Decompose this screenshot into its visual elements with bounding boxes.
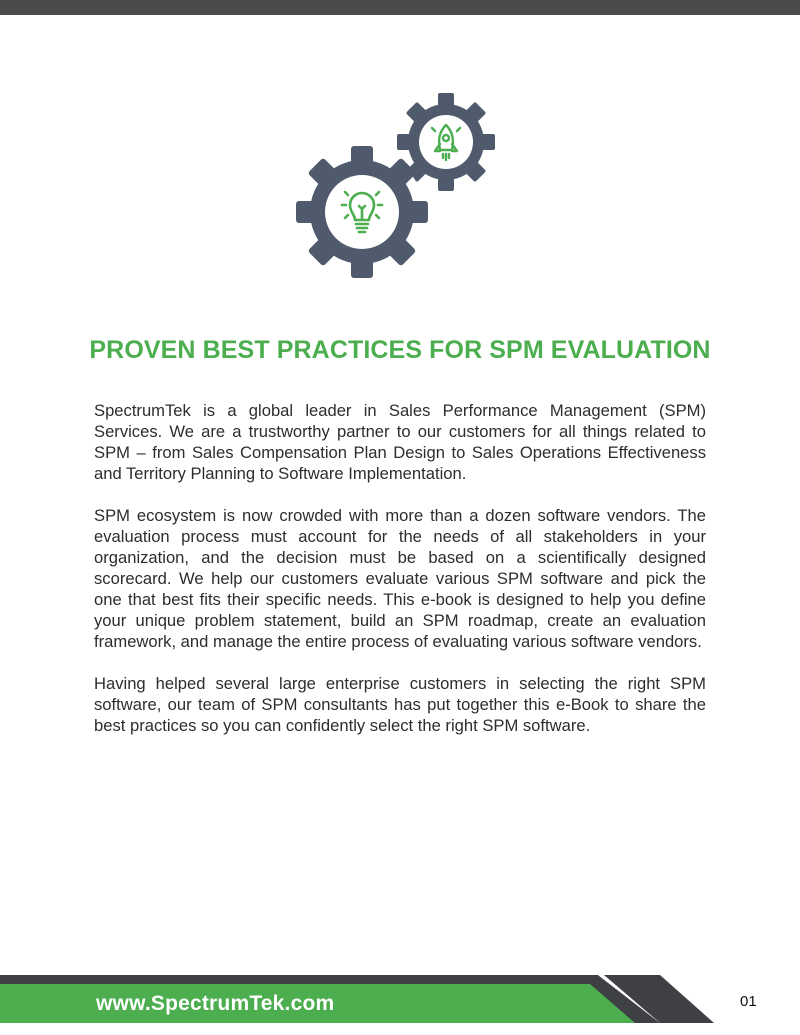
footer: [0, 975, 800, 1035]
paragraph-intro: SpectrumTek is a global leader in Sales Performance Management (SPM) Services. We are a trustworthy partner to our customers for all things related to SPM – from Sales Compensation Plan Design to Sales Operations Effectiveness and Territory Planning to Software Implementation.: [94, 401, 706, 483]
page-number: 01: [740, 993, 757, 1010]
top-bar: [0, 0, 800, 15]
paragraph-closing: Having helped several large enterprise customers in selecting the right SPM software, our team of SPM consultants has put together this e-Book to share the best practices so you can confidently select the right SPM software.: [94, 674, 706, 735]
body-text: [94, 400, 706, 757]
gears-illustration: [290, 85, 510, 295]
footer-website-link[interactable]: www.SpectrumTek.com: [96, 992, 335, 1015]
paragraph-ecosystem: SPM ecosystem is now crowded with more than a dozen software vendors. The evaluation process must account for the needs of all stakeholders in your organization, and the decision must be based on a scientifically designed scorecard. We help our customers evaluate various SPM software and pick the one that best fits their specific needs. This e-book is designed to help you define your unique problem statement, build an SPM roadmap, create an evaluation framework, and manage the entire process of evaluating various software vendors.: [94, 506, 706, 651]
page-title: PROVEN BEST PRACTICES FOR SPM EVALUATION: [89, 336, 711, 364]
